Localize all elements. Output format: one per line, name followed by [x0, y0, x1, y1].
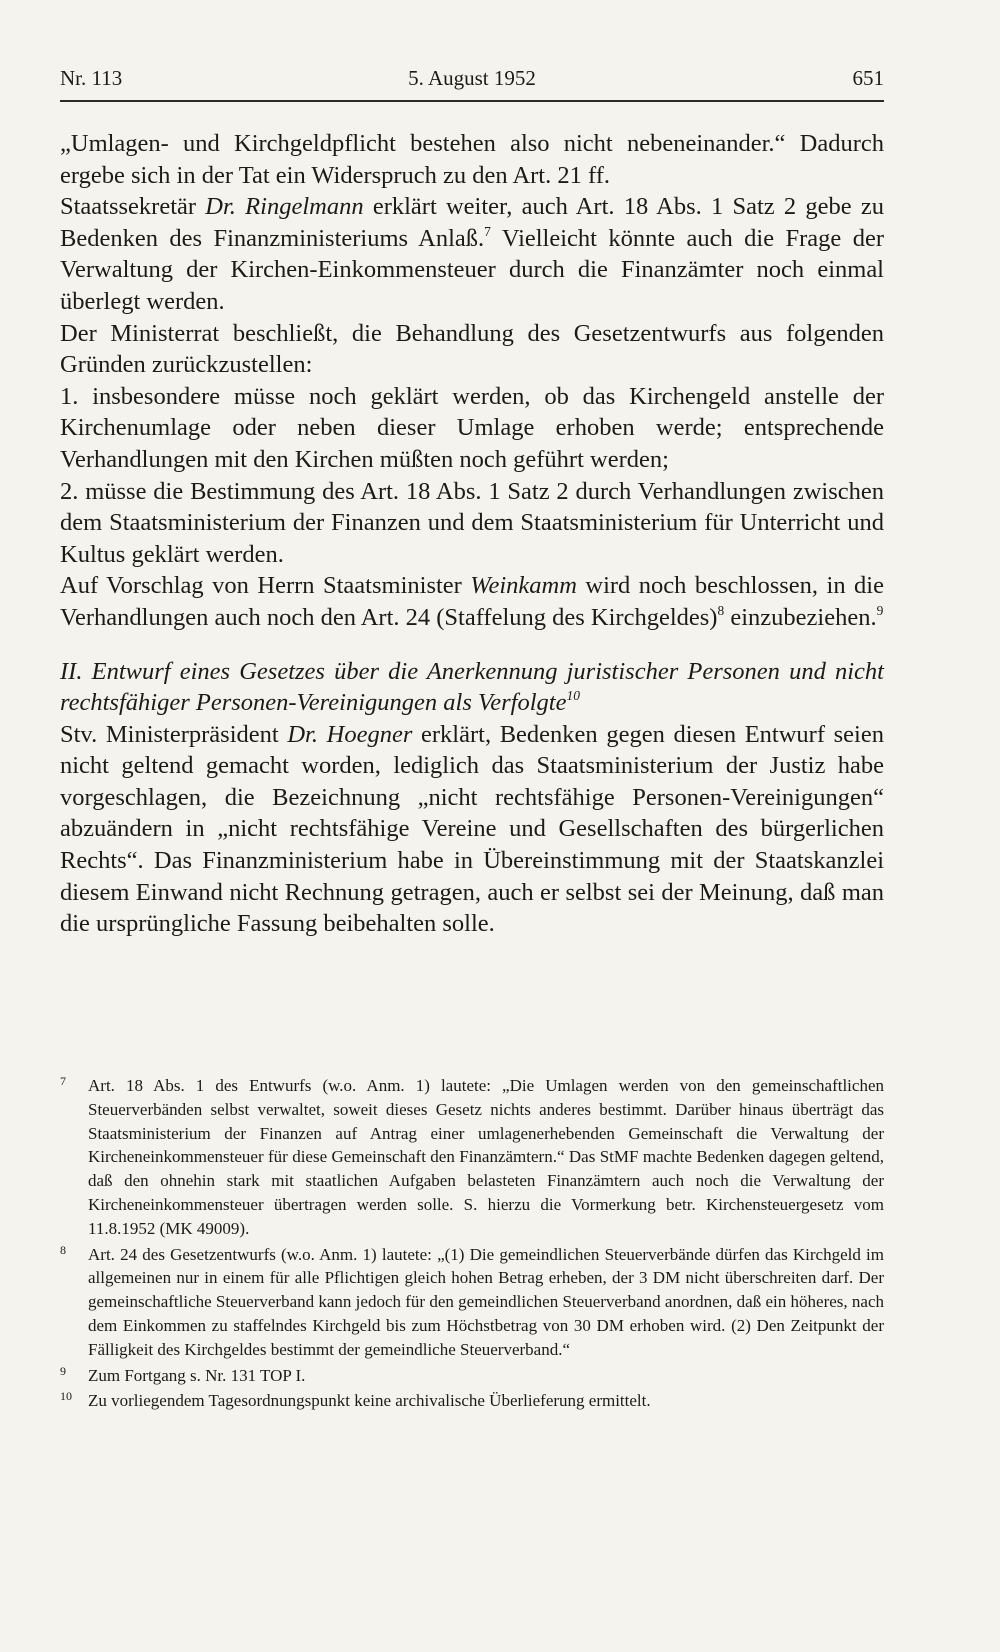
footnote-number: 7: [60, 1074, 66, 1088]
document-date: 5. August 1952: [408, 66, 536, 90]
footnote: 7 Art. 18 Abs. 1 des Entwurfs (w.o. Anm. 1) lautete: „Die Umlagen werden von den gemeinschaftlichen Steuerverbänden selbst verwaltet, soweit dieses Gesetz nichts anderes bestimmt. Darüber hinaus überträgt das Staatsministerium der Finanzen auf Antrag einer umlagenerhebenden Gemeinschaft die Verwaltung der Kircheneinkommensteuer für diese Gemeinschaft den Finanzämtern.“ Das StMF machte Bedenken dagegen geltend, daß den ohnehin stark mit staatlichen Aufgaben belasteten Finanzämtern auch noch die Verwaltung der Kircheneinkommensteuer übertragen werden solle. S. hierzu die Vormerkung betr. Kirchensteuergesetz vom 11.8.1952 (MK 49009).: [60, 1074, 884, 1241]
document-number: Nr. 113: [60, 66, 123, 90]
paragraph: Der Ministerrat beschließt, die Behandlung des Gesetzentwurfs aus folgenden Gründen zurückzustellen:: [60, 319, 884, 379]
paragraph: „Umlagen- und Kirchgeldpflicht bestehen also nicht nebeneinander.“ Dadurch ergebe sich in der Tat ein Widerspruch zu den Art. 21 ff.: [60, 130, 884, 189]
person-name: Dr. Ringelmann: [205, 193, 364, 221]
page-header: [60, 66, 884, 102]
page-number: 651: [852, 66, 884, 90]
footnote: 8 Art. 24 des Gesetzentwurfs (w.o. Anm. 1) lautete: „(1) Die gemeindlichen Steuerverbände dürfen das Kirchgeld im allgemeinen nur in einem für alle Pflichtigen gleich hohen Betrag erheben, der 3 DM nicht überschreiten darf. Der gemeinschaftliche Steuerverband kann jedoch für den gemeindlichen Steuerverband anordnen, daß ein höheres, nach dem Einkommen zu staffelndes Kirchgeld bis zum Höchstbetrag von 30 DM erhoben wird. (2) Den Zeitpunkt der Fälligkeit des Kirchgeldes bestimmt der gemeindliche Steuerverband.“: [60, 1243, 884, 1362]
footnote-number: 10: [60, 1389, 72, 1404]
paragraph: Staatssekretär Dr. Ringelmann erklärt weiter, auch Art. 18 Abs. 1 Satz 2 gebe zu Bedenken des Finanzministeriums Anlaß.$^7$ Vielleicht könnte auch die Frage der Verwaltung der Kirchen-Einkommensteuer durch die Finanzämter noch einmal überlegt werden.: [60, 193, 884, 315]
section-heading: II. Entwurf eines Gesetzes über die Anerkennung juristischer Personen und nicht rechtsfähiger Personen-Vereinigungen als Verfolgte$^{10}$: [60, 657, 884, 717]
footnote: 10 Zu vorliegendem Tagesordnungspunkt keine archivalische Überlieferung ermittelt.: [60, 1389, 884, 1413]
footnotes: [60, 1074, 884, 1415]
footnote-number: 8: [60, 1242, 66, 1257]
paragraph: Auf Vorschlag von Herrn Staatsminister Weinkamm wird noch beschlossen, in die Verhandlungen auch noch den Art. 24 (Staffelung des Kirchgeldes)$^8$ einzubeziehen.$^9$: [60, 572, 884, 631]
footnote: 9 Zum Fortgang s. Nr. 131 TOP I.: [60, 1364, 884, 1388]
paragraph: 1. insbesondere müsse noch geklärt werden, ob das Kirchengeld anstelle der Kirchenumlage oder neben dieser Umlage erhoben werde; entsprechende Verhandlungen mit den Kirchen müßten noch geführt werden;: [60, 382, 884, 473]
footnote-number: 9: [60, 1363, 66, 1378]
footnote-ref[interactable]: 10: [566, 688, 580, 703]
main-text: [60, 128, 884, 940]
footnote-ref[interactable]: 9: [876, 602, 884, 618]
footnote-ref[interactable]: 7: [484, 223, 491, 239]
person-name: Weinkamm: [470, 572, 577, 600]
paragraph: 2. müsse die Bestimmung des Art. 18 Abs. 1 Satz 2 durch Verhandlungen zwischen dem Staatsministerium der Finanzen und dem Staatsministerium für Unterricht und Kultus geklärt werden.: [60, 477, 884, 568]
footnote-ref[interactable]: 8: [717, 602, 725, 618]
paragraph: Stv. Ministerpräsident Dr. Hoegner erklärt, Bedenken gegen diesen Entwurf seien nicht geltend gemacht worden, lediglich das Staatsministerium der Justiz habe vorgeschlagen, die Bezeichnung „nicht rechtsfähige Personen-Vereinigungen“ abzuändern in „nicht rechtsfähige Vereine und Gesellschaften des bürgerlichen Rechts“. Das Finanzministerium habe in Übereinstimmung mit der Staatskanzlei diesem Einwand nicht Rechnung getragen, auch er selbst sei der Meinung, daß man die ursprüngliche Fassung beibehalten solle.: [60, 720, 884, 938]
person-name: Dr. Hoegner: [287, 720, 413, 748]
